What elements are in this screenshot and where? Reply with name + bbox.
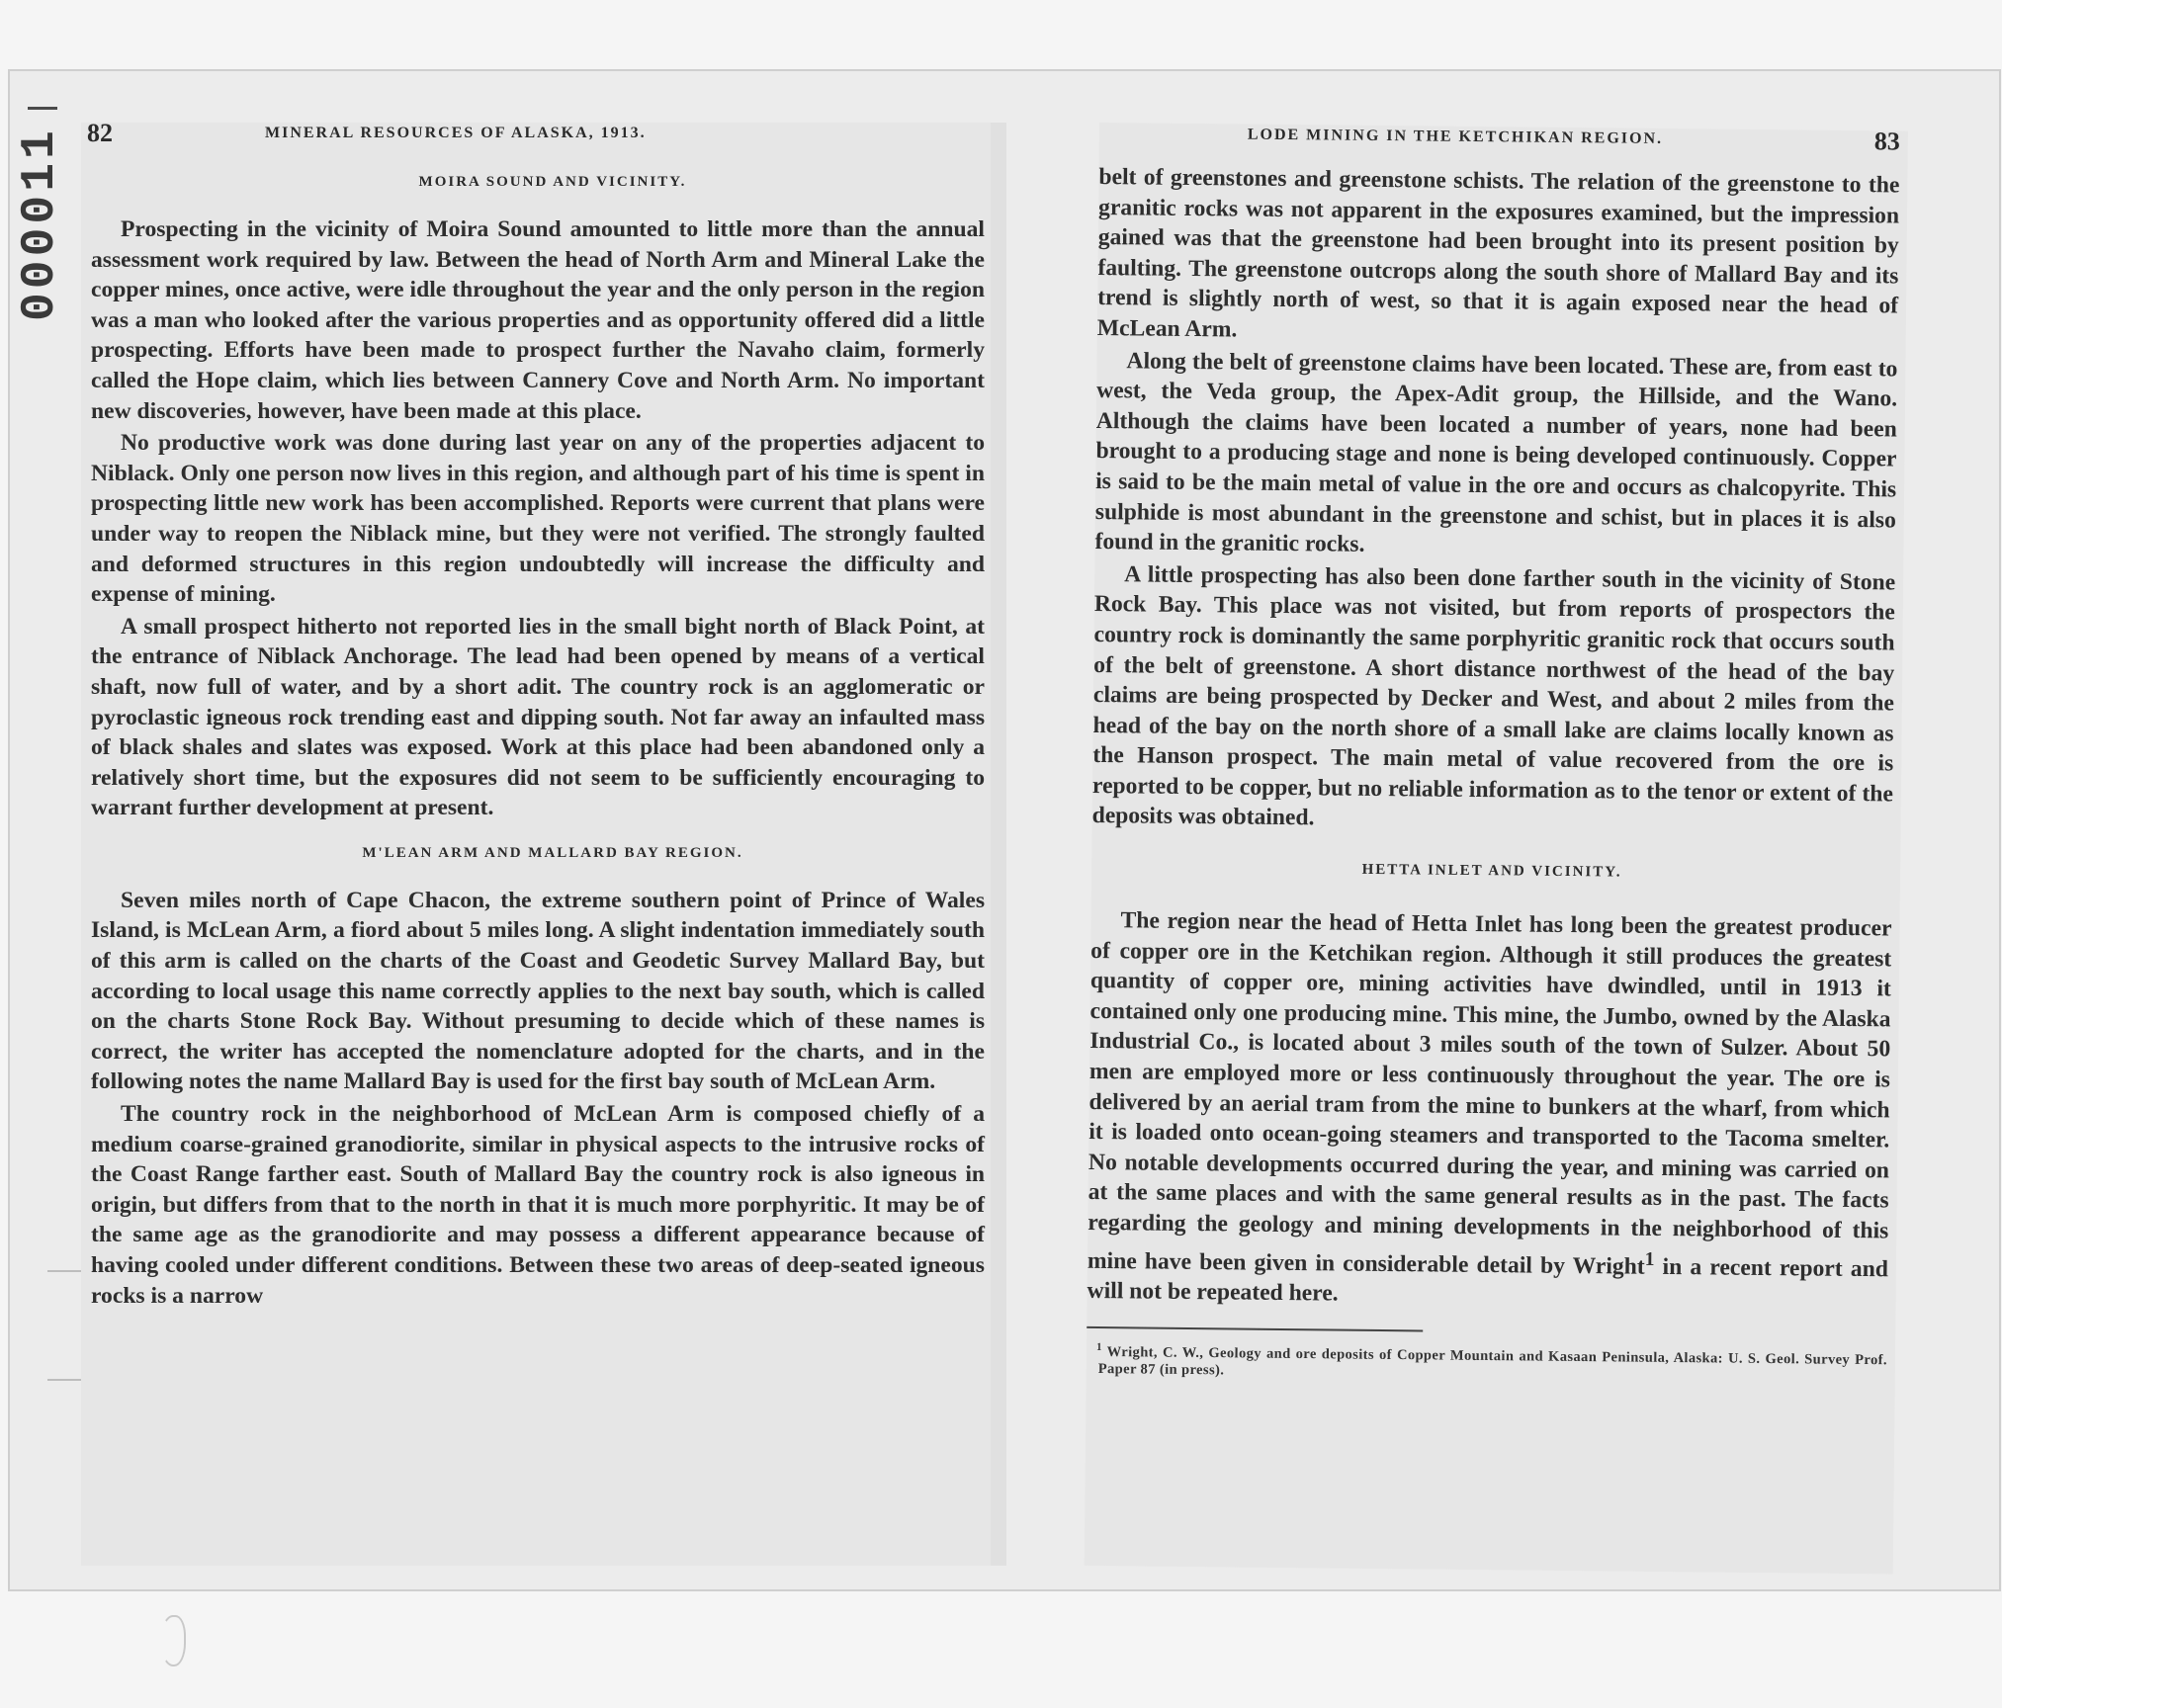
page-number: 83 [1873,127,1900,156]
right-page [1085,123,1908,1574]
page-body [1087,162,1908,1387]
footnote-marker: 1 [1095,1340,1102,1353]
running-head [81,119,991,162]
running-head [1099,123,1908,171]
paragraph: A little prospecting has also been done farther south in the vicinity of Stone Rock Bay. This place was not visited, but from reports of prospectors the country rock is dominantly the same porphyritic granitic rock that occurs south of the belt of greenstone. A short distance northwest of the head of the bay claims are being prospected by Decker and West, and about 2 miles from the head of the bay on the north shore of a small lake are claims locally known as the Hanson prospect. The main metal of value recovered from the ore is reported to be copper, but no reliable information as to the tenor or extent of the deposits was obtained. [1091,561,1896,831]
paragraph-text: in a recent report and will not be repeated here. [1087,1253,1889,1307]
left-page [81,119,991,1566]
footnote-reference: 1 [1644,1247,1655,1270]
paragraph: Along the belt of greenstone claims have been located. These are, from east to west, the Veda group, the Apex-Adit group, the Hillside, and the Wano. Although the claims have been located a number of years, none had been brought to a producing stage and none is being developed continuously. Copper is said to be the main metal of value in the ore and occurs as chalcopyrite. This sulphide is most abundant in the greenstone and schist, but in places it is also found in the granitic rocks. [1094,347,1898,557]
running-title: MINERAL RESOURCES OF ALASKA, 1913. [265,125,647,141]
paragraph: The country rock in the neighborhood of McLean Arm is composed chiefly of a medium coarse-grained granodiorite, similar in physical aspects to the intrusive rocks of the Coast Range farther east. South of Mallard Bay the country rock is also igneous in origin, but differs from that to the north in that it is much more porphyritic. It may be of the same age as the granodiorite and may possess a different appearance because of having cooled under different conditions. Between these two areas of deep-seated igneous rocks is a narrow [91,1101,985,1309]
footnote [1087,1338,1887,1387]
paragraph: belt of greenstones and greenstone schists. The relation of the greenstone to the granitic rocks was not apparent in the exposures examined, but the impression gained was that the greenstone had been brought into its present position by faulting. The greenstone outcrops along the south shore of Mallard Bay and its trend is slightly north of west, so that it is again exposed near the head of McLean Arm. [1096,163,1900,343]
page-number: 82 [87,119,113,147]
section-heading: M'LEAN ARM AND MALLARD BAY REGION. [362,844,743,861]
edge-tick-mark [28,107,57,110]
paragraph: Seven miles north of Cape Chacon, the extreme southern point of Prince of Wales Island, is McLean Arm, a fiord about 5 miles long. A slight indentation immediately south of this arm is called on the charts of the Coast and Geodetic Survey Mallard Bay, but according to local usage this name correctly applies to the next bay south, which is called on the charts Stone Rock Bay. Without presuming to decide which of these names is correct, the writer has accepted the nomenclature adopted for the charts, and in the following notes the name Mallard Bay is used for the first bay south of McLean Arm. [91,887,985,1095]
paragraph: Prospecting in the vicinity of Moira Sound amounted to little more than the annual assessment work required by law. Between the head of North Arm and Mineral Lake the copper mines, once active, were idle throughout the year and the only person in the region was a man who looked after the various properties and as opportunity offered did a little prospecting. Efforts have been made to prospect further the Navaho claim, formerly called the Hope claim, which lies between Cannery Cove and North Arm. No important new discoveries, however, have been made at this place. [91,216,985,424]
footnote-text: Wright, C. W., Geology and ore deposits of Copper Mountain and Kasaan Peninsula, Alaska: U. S. Geol. Survey Prof. Paper 87 (in press). [1097,1343,1888,1379]
paragraph: No productive work was done during last year on any of the properties adjacent to Niblack. Only one person now lives in this region, and although part of his time is spent in prospecting little new work has been accomplished. Reports were current that plans were under way to reopen the Niblack mine, but they were not verified. The strongly faulted and deformed structures in this region undoubtedly will increase the difficulty and expense of mining. [91,430,985,608]
paragraph-text: The region near the head of Hetta Inlet has long been the greatest producer of copper ore in the Ketchikan region. Although it still produces the greatest quantity of copper ore, mining activities have dwindled, until in 1913 it contained only one producing mine. This mine, the Jumbo, owned by the Alaska Industrial Co., is located about 3 miles south of the town of Sulzer. About 50 men are employed more or less continuously throughout the year. The ore is delivered by an aerial tram from the mine to bunkers at the wharf, from which it is loaded onto ocean-going steamers and transported to the Tacoma smelter. No notable developments occurred during the year, and mining was carried on at the same places and with the same general results as in the past. The facts regarding the geology and mining developments in the neighborhood of this mine have been given in considerable detail by Wright [1087,907,1892,1280]
archive-number: 000011 [14,127,67,322]
pencil-mark [160,1615,186,1666]
running-title: LODE MINING IN THE KETCHIKAN REGION. [1247,126,1664,147]
paragraph [1087,905,1891,1315]
footnote-rule [1087,1326,1423,1332]
gutter-shadow [989,123,1006,1566]
section-heading: HETTA INLET AND VICINITY. [1361,861,1622,881]
section-heading: MOIRA SOUND AND VICINITY. [418,174,687,190]
page-body [81,174,991,1311]
paragraph: A small prospect hitherto not reported lies in the small bight north of Black Point, at the entrance of Niblack Anchorage. The lead had been opened by means of a vertical shaft, now full of water, and by a short adit. The country rock is an agglomeratic or pyroclastic igneous rock trending east and dipping south. Not far away an infaulted mass of black shales and slates was exposed. Work at this place had been abandoned only a relatively short time, but the exposures did not seem to be sufficiently encouraging to warrant further development at present. [91,613,985,821]
